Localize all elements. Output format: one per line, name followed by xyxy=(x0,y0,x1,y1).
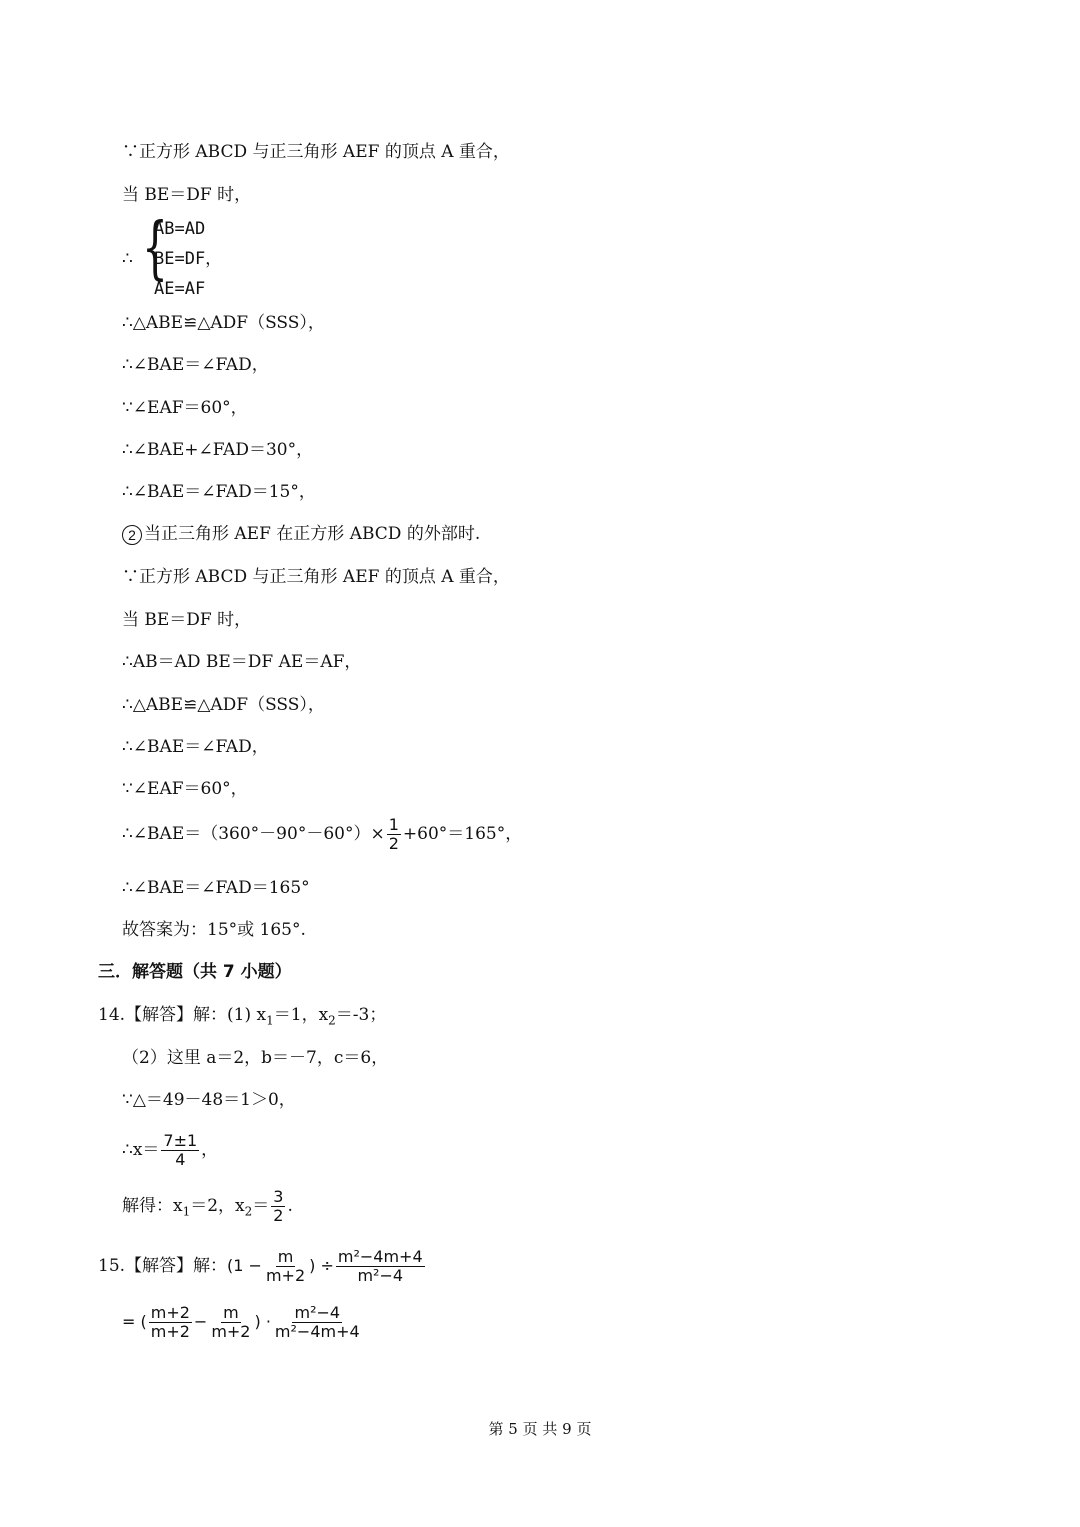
text-line-10: ∵正方形 ABCD 与正三角形 AEF 的顶点 A 重合， xyxy=(122,567,510,587)
fraction-numerator: m+2 xyxy=(150,1303,190,1322)
q14-b: ＝1，x xyxy=(273,1005,329,1025)
q14-line-5 xyxy=(122,1186,293,1231)
text-line-6: ∵∠EAF＝60°， xyxy=(122,398,248,418)
equation-row-3: AE=AF xyxy=(154,279,206,299)
q14-5-a: 解得：x xyxy=(122,1196,183,1216)
q15-line-2 xyxy=(122,1300,364,1344)
q14-5-d: . xyxy=(287,1196,293,1216)
text-line-5: ∴∠BAE＝∠FAD， xyxy=(122,355,269,375)
q14-sub1: 1 xyxy=(266,1013,274,1028)
q14-5-b: ＝2，x xyxy=(190,1196,245,1216)
q15-open: (1 − xyxy=(227,1256,262,1275)
text-line-9 xyxy=(122,523,480,545)
fraction-m-over-m-plus-2-b xyxy=(209,1304,252,1341)
text-line-17: ∴∠BAE＝∠FAD＝165° xyxy=(122,878,310,898)
text-line-11: 当 BE＝DF 时， xyxy=(122,610,252,630)
circled-number: 2 xyxy=(122,525,142,545)
q14-line-2: （2）这里 a＝2，b＝－7，c＝6， xyxy=(122,1048,389,1068)
text-line-16 xyxy=(122,814,522,854)
page-footer: 第 5 页 共 9 页 xyxy=(488,1420,592,1438)
q14-a: 14.【解答】解：(1) x xyxy=(98,1005,267,1025)
q14-4-a: ∴x＝ xyxy=(122,1140,160,1160)
fraction-denominator: 4 xyxy=(175,1150,186,1169)
text-line-15: ∵∠EAF＝60°， xyxy=(122,779,248,799)
text-line-7: ∴∠BAE+∠FAD＝30°， xyxy=(122,440,314,460)
fraction-numerator: 3 xyxy=(273,1187,284,1206)
fraction-denominator: m²−4 xyxy=(357,1266,404,1285)
q14-sub2: 2 xyxy=(328,1013,336,1028)
q15-2-open: = ( xyxy=(122,1312,147,1331)
fraction-numerator: 1 xyxy=(388,815,399,834)
text-line-9-content: 当正三角形 AEF 在正方形 ABCD 的外部时. xyxy=(144,524,481,544)
q14-line-1 xyxy=(98,1004,386,1031)
q15-line-1 xyxy=(98,1244,427,1288)
fraction-denominator: m²−4m+4 xyxy=(274,1322,360,1341)
left-brace-icon: { xyxy=(142,209,168,288)
fraction-m-plus-2-over-m-plus-2 xyxy=(149,1304,192,1341)
text-line-16-a: ∴∠BAE＝（360°－90°－60°）× xyxy=(122,824,385,844)
q14-5-sub1: 1 xyxy=(182,1204,191,1219)
fraction-numerator: m xyxy=(223,1303,239,1322)
fraction-denominator: 2 xyxy=(388,834,399,853)
text-line-2: 当 BE＝DF 时， xyxy=(122,185,252,205)
q14-c: ＝-3； xyxy=(335,1005,387,1025)
fraction-reciprocal-ratio xyxy=(273,1304,362,1341)
fraction-quadratic-ratio xyxy=(336,1248,425,1285)
fraction-denominator: 2 xyxy=(273,1206,284,1225)
q15-a: 15.【解答】解： xyxy=(98,1256,228,1276)
equation-row-1: AB=AD xyxy=(154,219,206,239)
q14-4-b: ， xyxy=(201,1140,219,1160)
text-line-12: ∴AB＝AD BE＝DF AE＝AF， xyxy=(122,652,362,672)
text-line-16-b: +60°＝165°， xyxy=(402,824,523,844)
q15-2-dot: ) · xyxy=(254,1312,271,1331)
text-line-14: ∴∠BAE＝∠FAD， xyxy=(122,737,269,757)
fraction-half xyxy=(387,816,401,853)
text-line-13: ∴△ABE≌△ADF（SSS）， xyxy=(122,695,325,715)
q14-5-c: ＝ xyxy=(252,1196,270,1216)
text-line-1: ∵正方形 ABCD 与正三角形 AEF 的顶点 A 重合， xyxy=(122,142,510,162)
fraction-numerator: 7±1 xyxy=(163,1131,198,1150)
system-prefix: ∴ xyxy=(122,249,133,269)
fraction-three-halves xyxy=(271,1188,285,1225)
fraction-denominator: m+2 xyxy=(211,1322,251,1341)
fraction-denominator: m+2 xyxy=(150,1322,190,1341)
q14-5-sub2: 2 xyxy=(244,1204,253,1219)
fraction-denominator: m+2 xyxy=(265,1266,306,1285)
text-line-8: ∴∠BAE＝∠FAD＝15°， xyxy=(122,482,316,502)
text-line-18: 故答案为：15°或 165°. xyxy=(122,920,306,940)
q15-mid: ) ÷ xyxy=(309,1256,334,1275)
fraction-numerator: m xyxy=(277,1247,294,1266)
fraction-m-over-m-plus-2 xyxy=(264,1248,307,1285)
fraction-numerator: m²−4m+4 xyxy=(337,1247,423,1266)
equation-row-2: BE=DF， xyxy=(154,249,223,269)
q14-line-3: ∵△＝49－48＝1＞0， xyxy=(122,1090,296,1110)
section-heading: 三．解答题（共 7 小题） xyxy=(98,962,292,982)
fraction-quadratic-root xyxy=(161,1132,199,1169)
fraction-numerator: m²−4 xyxy=(294,1303,341,1322)
text-line-4: ∴△ABE≌△ADF（SSS）， xyxy=(122,313,325,333)
q14-line-4 xyxy=(122,1130,218,1170)
q15-2-minus: − xyxy=(193,1312,208,1331)
